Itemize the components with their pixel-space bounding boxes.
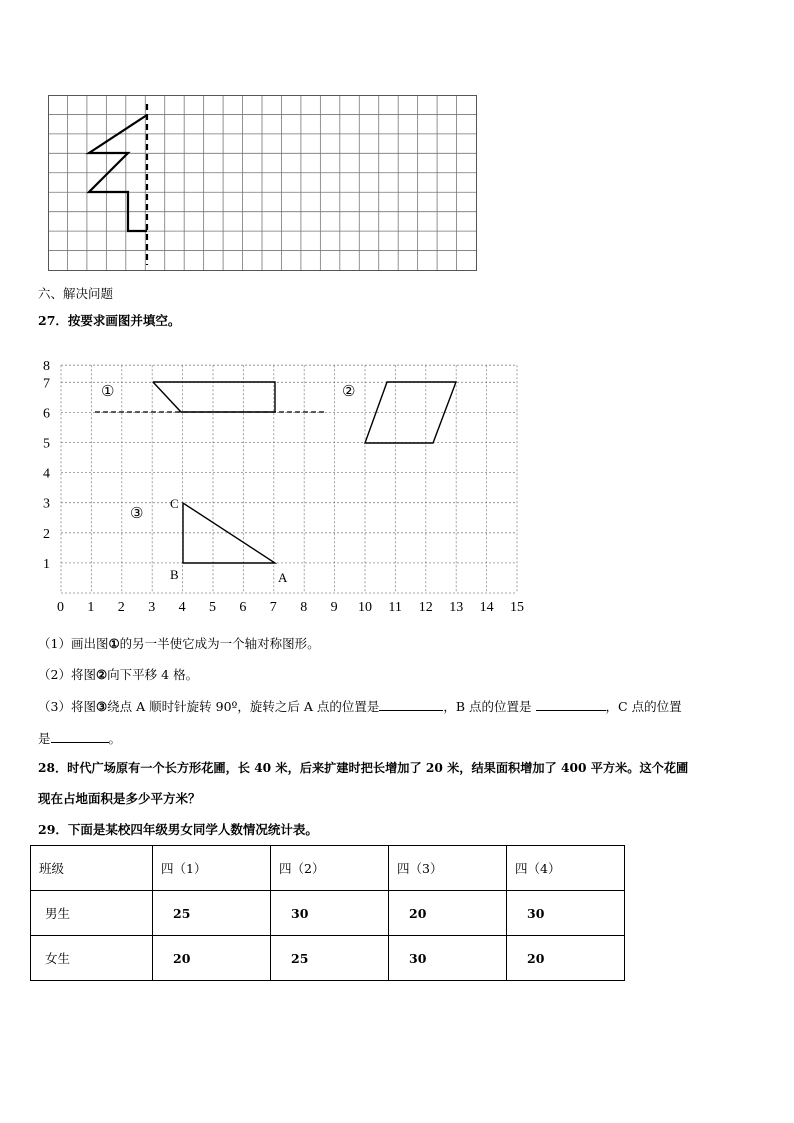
- y-tick-label: 8: [43, 359, 50, 375]
- top-grid-border: [49, 96, 477, 271]
- y-tick-label: 5: [43, 436, 50, 452]
- table-header-row: [31, 846, 625, 891]
- figure-1-label: ①: [101, 384, 115, 400]
- x-tick-label: 4: [178, 600, 186, 615]
- task-3-figure-ref: ③: [95, 699, 108, 714]
- figure-1-half-trapezoid: [153, 382, 275, 412]
- table-header-cell: 四（4）: [507, 846, 625, 891]
- stats-table: [30, 845, 625, 981]
- y-tick-label: 4: [43, 466, 50, 482]
- coordinate-grid: [35, 340, 535, 620]
- point-c-label: C: [170, 496, 179, 511]
- x-tick-label: 9: [330, 600, 338, 615]
- q27-prompt: 27．按要求画图并填空。: [38, 313, 181, 328]
- figure-3-label: ③: [130, 506, 144, 522]
- x-tick-label: 3: [148, 600, 156, 615]
- task-3-text-d: ，C 点的位置: [605, 699, 682, 714]
- table-cell: 20: [389, 891, 507, 936]
- task-2-text-a: （2）将图: [38, 667, 96, 682]
- y-tick-label: 1: [43, 556, 50, 572]
- x-tick-label: 5: [209, 600, 216, 615]
- x-tick-label: 6: [239, 600, 247, 615]
- symmetry-grid-figure: [48, 95, 478, 273]
- figure-2-label: ②: [342, 384, 356, 400]
- table-cell: 25: [271, 936, 389, 981]
- q27-task-1: [38, 636, 320, 652]
- table-cell: 30: [271, 891, 389, 936]
- coordinate-grid-lines: [61, 365, 517, 593]
- table-header-cell: 班级: [31, 846, 153, 891]
- x-tick-label: 12: [418, 600, 433, 615]
- x-tick-label: 8: [300, 600, 308, 615]
- table-row: [31, 936, 625, 981]
- table-row-label: 男生: [31, 891, 153, 936]
- x-tick-label: 1: [87, 600, 95, 615]
- point-a-label: A: [278, 570, 288, 585]
- q28-line-1: 28．时代广场原有一个长方形花圃，长 40 米，后来扩建时把长增加了 20 米，结果面积增加了 400 平方米。这个花圃: [38, 761, 689, 775]
- task-1-text-a: （1）画出图: [38, 636, 109, 651]
- y-tick-label: 7: [43, 376, 50, 392]
- answer-blank-a[interactable]: [379, 698, 443, 711]
- task-3-text-f: 。: [108, 731, 122, 746]
- y-tick-label: 6: [43, 406, 50, 422]
- q27-task-3: [38, 698, 682, 715]
- task-1-text-b: 的另一半使它成为一个轴对称图形。: [119, 636, 320, 651]
- table-header-cell: 四（2）: [271, 846, 389, 891]
- x-tick-label: 0: [57, 600, 64, 615]
- x-tick-label: 2: [117, 600, 125, 615]
- section-title: 六、解决问题: [38, 286, 114, 301]
- y-tick-label: 3: [43, 496, 50, 512]
- answer-blank-b[interactable]: [536, 698, 606, 711]
- task-2-text-b: 向下平移 4 格。: [107, 667, 199, 682]
- task-2-figure-ref: ②: [95, 667, 108, 682]
- table-cell: 20: [507, 936, 625, 981]
- x-tick-label: 15: [510, 600, 524, 615]
- top-grid-lines: [48, 95, 476, 270]
- q27-task-3-cont: [38, 730, 121, 747]
- x-tick-label: 14: [479, 600, 494, 615]
- task-3-text-a: （3）将图: [38, 699, 96, 714]
- table-row-label: 女生: [31, 936, 153, 981]
- x-tick-label: 11: [388, 600, 402, 615]
- y-tick-label: 2: [43, 526, 50, 542]
- answer-blank-c[interactable]: [51, 730, 109, 743]
- table-cell: 30: [507, 891, 625, 936]
- task-3-text-c: ，B 点的位置是: [443, 699, 532, 714]
- x-tick-label: 7: [269, 600, 277, 615]
- table-cell: 25: [153, 891, 271, 936]
- task-3-text-e: 是: [38, 731, 51, 746]
- task-1-figure-ref: ①: [108, 636, 120, 651]
- table-row: [31, 891, 625, 936]
- q28-line-2: 现在占地面积是多少平方米？: [38, 791, 201, 806]
- table-header-cell: 四（1）: [153, 846, 271, 891]
- task-3-text-b: 绕点 A 顺时针旋转 90º，旋转之后 A 点的位置是: [107, 699, 380, 714]
- x-tick-label: 13: [449, 600, 464, 615]
- q29-prompt: 29．下面是某校四年级男女同学人数情况统计表。: [38, 822, 318, 837]
- x-tick-label: 10: [358, 600, 372, 615]
- table-header-cell: 四（3）: [389, 846, 507, 891]
- q27-task-2: [38, 667, 198, 683]
- table-cell: 30: [389, 936, 507, 981]
- table-cell: 20: [153, 936, 271, 981]
- point-b-label: B: [170, 567, 179, 582]
